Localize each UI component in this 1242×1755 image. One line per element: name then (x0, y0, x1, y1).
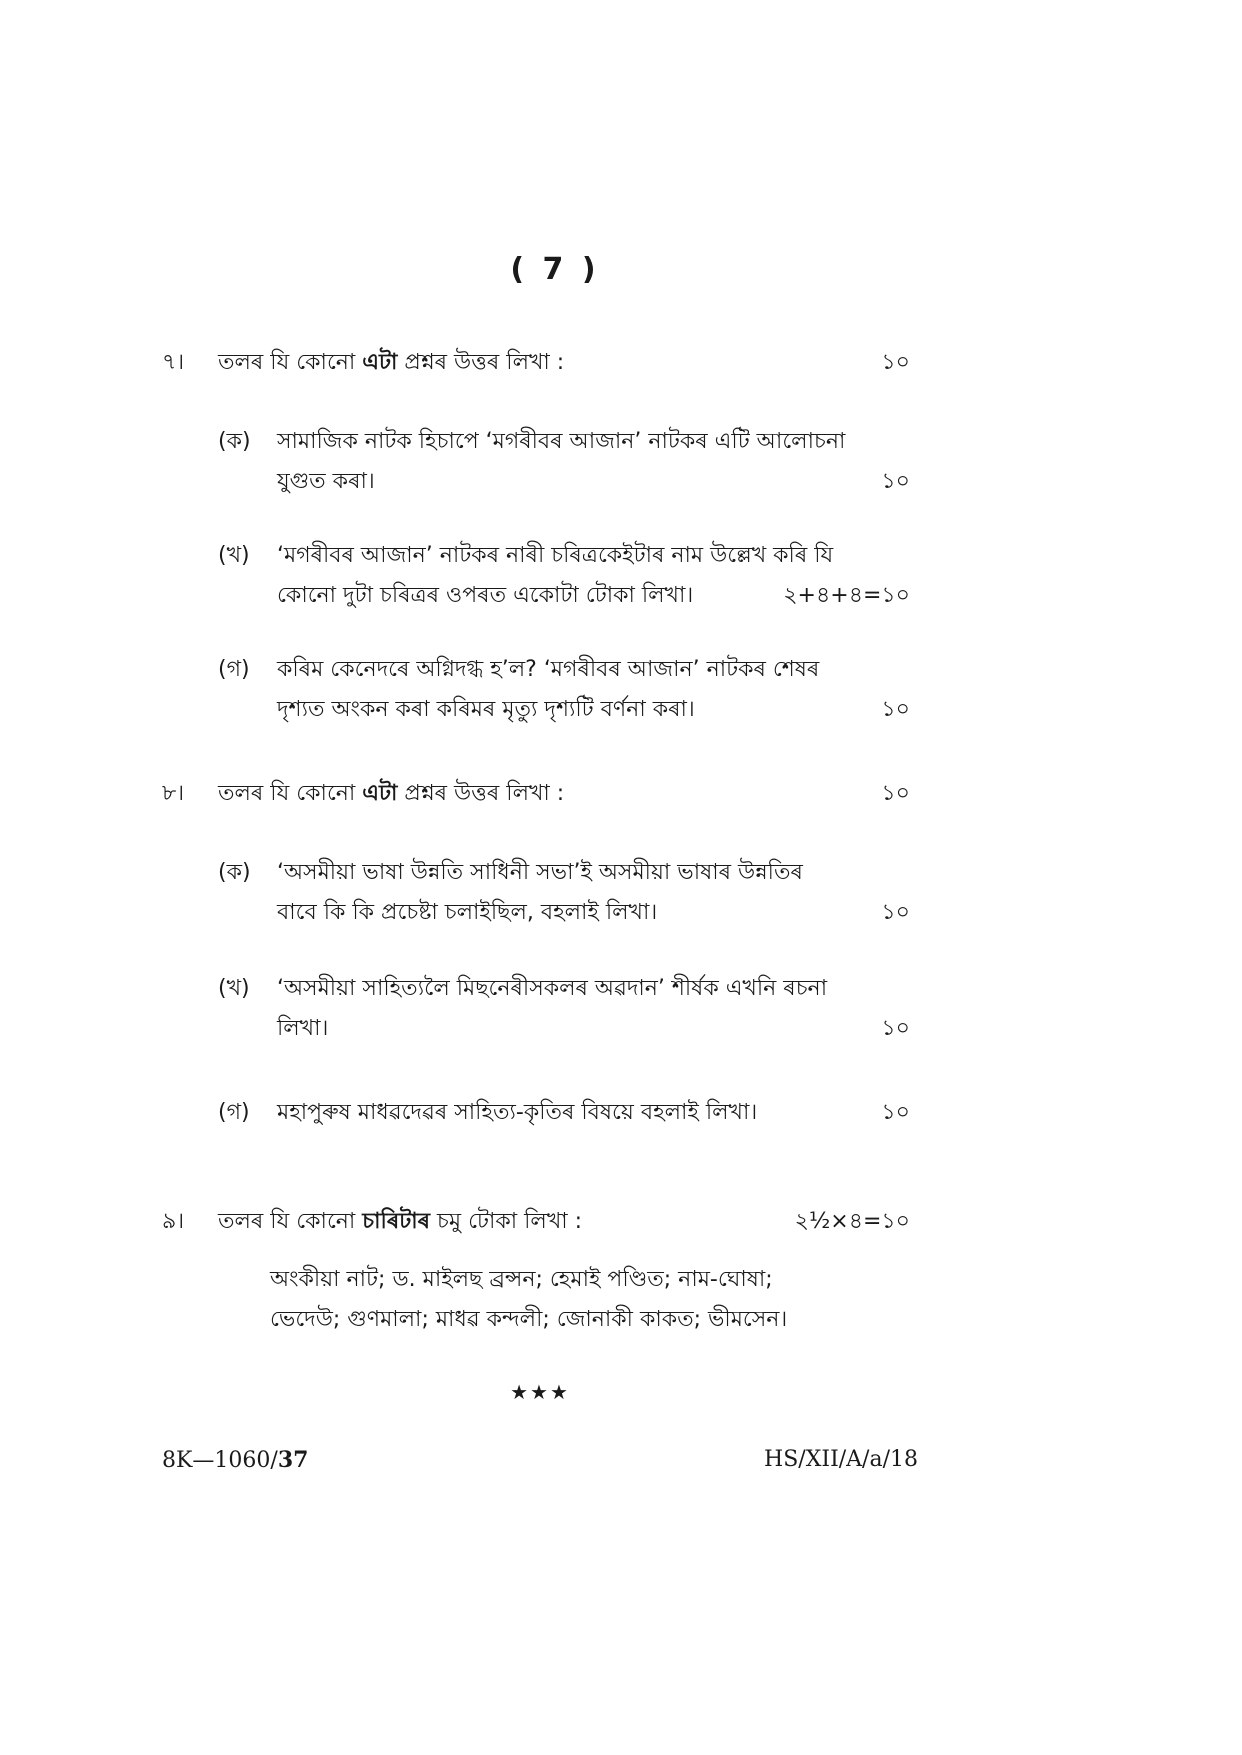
question-marks: ১০ (881, 781, 910, 806)
sub-question-text: দৃশ্যত অংকন কৰা কৰিমৰ মৃত্যু দৃশ্যটি বৰ্ণনা কৰা। (277, 697, 695, 722)
instruction-text: প্ৰশ্নৰ উত্তৰ লিখা : (397, 350, 565, 375)
sub-question-text: ‘মগৰীবৰ আজান’ নাটকৰ নাৰী চৰিত্ৰকেইটাৰ নাম উল্লেখ কৰি যি (277, 543, 834, 568)
instruction-text: চমু টোকা লিখা : (430, 1209, 583, 1234)
instruction-emphasis: এটা (362, 350, 398, 375)
topics-list: ভেদেউ; গুণমালা; মাধৱ কন্দলী; জোনাকী কাকত; ভীমসেন। (270, 1307, 788, 1332)
sub-question-label: (খ) (218, 976, 250, 1001)
sub-question-text: ‘অসমীয়া ভাষা উন্নতি সাধিনী সভা’ই অসমীয়া ভাষাৰ উন্নতিৰ (277, 860, 803, 885)
sub-question-label: (ক) (218, 429, 251, 454)
sub-question-text: মহাপুৰুষ মাধৱদেৱৰ সাহিত্য-কৃতিৰ বিষয়ে বহলাই লিখা। (277, 1100, 758, 1125)
sub-question-text: লিখা। (277, 1016, 329, 1041)
paper-code-bold: 37 (277, 1447, 309, 1473)
sub-question-marks: ১০ (881, 900, 910, 925)
sub-question-marks: ১০ (881, 697, 910, 722)
page-number: ( 7 ) (510, 252, 600, 287)
sub-question-marks: ১০ (881, 1100, 910, 1125)
question-marks: ২½×৪=১০ (794, 1209, 910, 1234)
question-number: ৭। (162, 350, 185, 375)
sub-question-marks: ১০ (881, 469, 910, 494)
sub-question-label: (খ) (218, 543, 250, 568)
paper-series: HS/XII/A/a/18 (764, 1447, 918, 1472)
question-marks: ১০ (881, 350, 910, 375)
paper-code (162, 1447, 308, 1473)
sub-question-text: যুগুত কৰা। (277, 469, 375, 494)
sub-question-text: কৰিম কেনেদৰে অগ্নিদগ্ধ হ’ল? ‘মগৰীবৰ আজান’ নাটকৰ শেষৰ (277, 657, 820, 682)
sub-question-text: ‘অসমীয়া সাহিত্যলৈ মিছনেৰীসকলৰ অৱদান’ শীৰ্ষক এখনি ৰচনা (277, 976, 828, 1001)
sub-question-marks: ১০ (881, 1016, 910, 1041)
instruction-text: তলৰ যি কোনো (218, 350, 363, 375)
question-number: ৮। (162, 781, 185, 806)
sub-question-label: (গ) (218, 657, 250, 682)
topics-list: অংকীয়া নাট; ড. মাইলছ ব্ৰন্সন; হেমাই পণ্ডিত; নাম-ঘোষা; (270, 1267, 773, 1292)
question-instruction (218, 776, 564, 812)
end-mark: ★★★ (510, 1380, 570, 1404)
instruction-text: তলৰ যি কোনো (218, 1209, 363, 1234)
sub-question-text: সামাজিক নাটক হিচাপে ‘মগৰীবৰ আজান’ নাটকৰ এটি আলোচনা (277, 429, 846, 454)
sub-question-text: কোনো দুটা চৰিত্ৰৰ ওপৰত একোটা টোকা লিখা। (277, 583, 694, 608)
question-number: ৯। (162, 1209, 185, 1234)
instruction-emphasis: এটা (362, 781, 398, 806)
instruction-text: প্ৰশ্নৰ উত্তৰ লিখা : (397, 781, 565, 806)
sub-question-marks: ২+৪+৪=১০ (783, 583, 910, 608)
paper-code-text: 8K—1060/ (162, 1448, 278, 1473)
question-instruction (218, 1204, 582, 1240)
sub-question-text: বাবে কি কি প্ৰচেষ্টা চলাইছিল, বহলাই লিখা। (277, 900, 658, 925)
sub-question-label: (গ) (218, 1100, 250, 1125)
instruction-emphasis: চাৰিটাৰ (362, 1209, 430, 1234)
instruction-text: তলৰ যি কোনো (218, 781, 363, 806)
sub-question-label: (ক) (218, 860, 251, 885)
question-instruction (218, 345, 564, 381)
